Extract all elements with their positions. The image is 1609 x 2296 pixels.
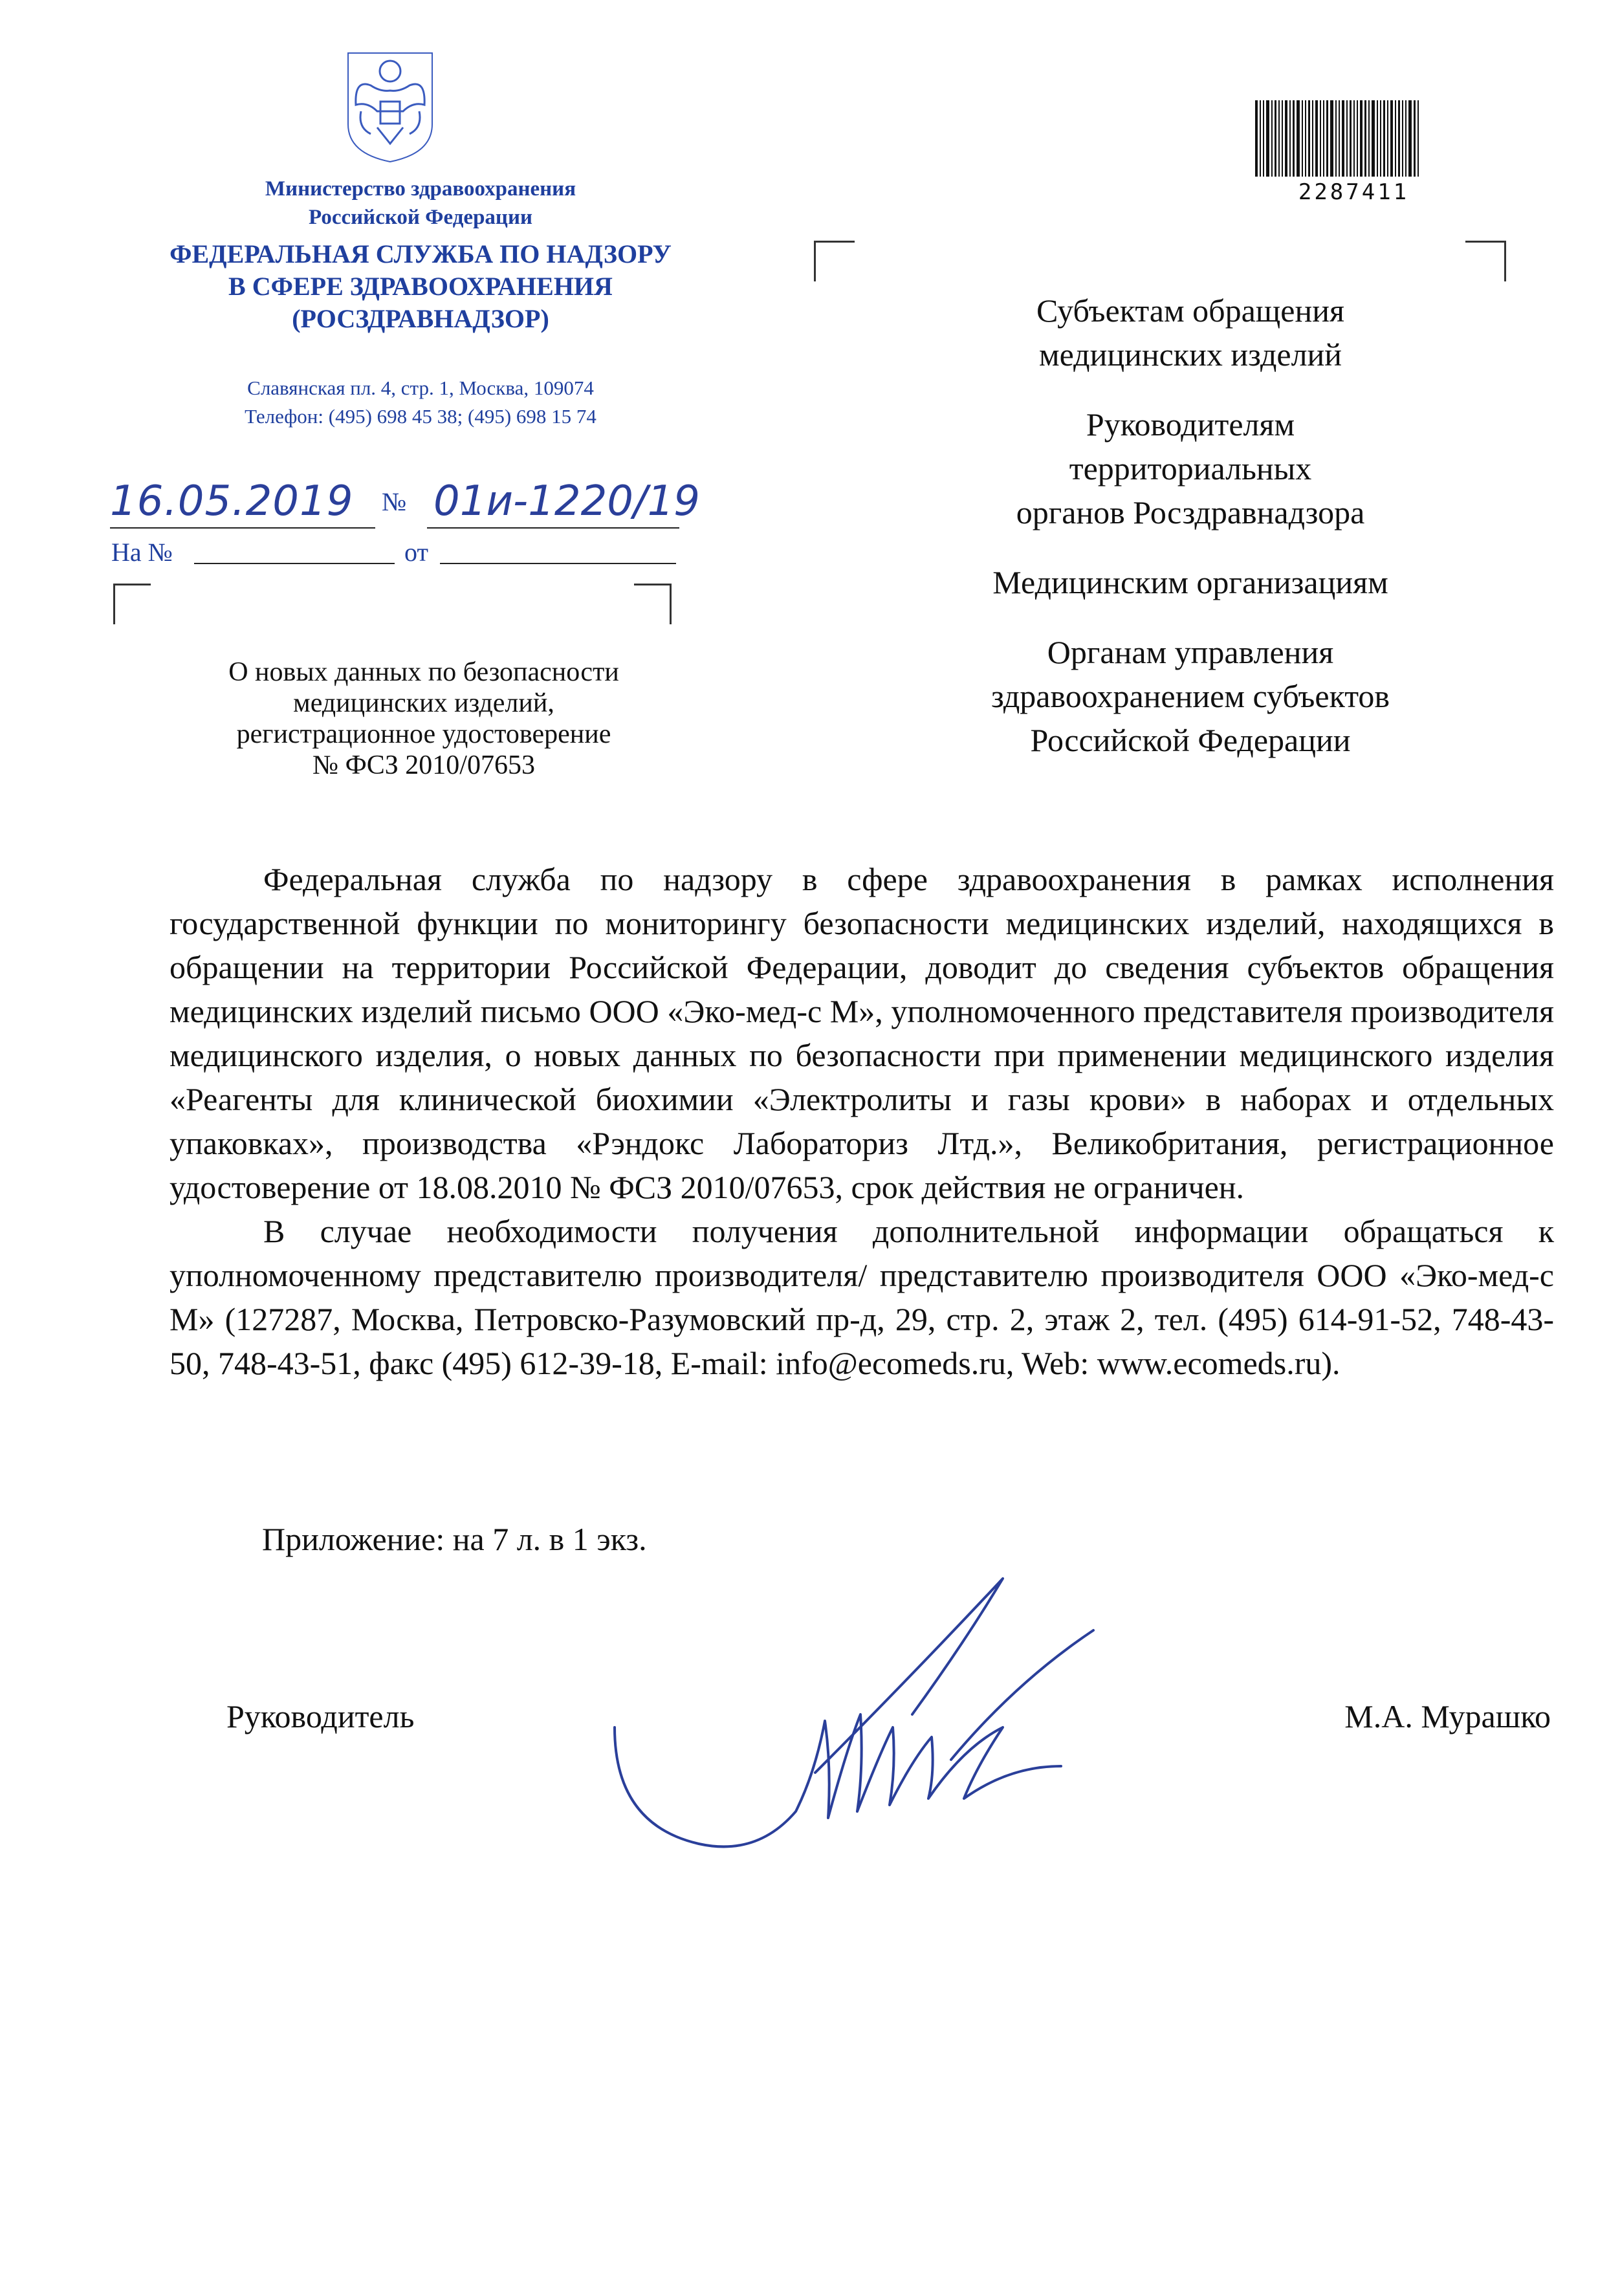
recipient-line: Руководителям: [1086, 406, 1295, 443]
service-line-3: (РОСЗДРАВНАДЗОР): [292, 304, 549, 333]
barcode-bar: [1357, 100, 1358, 177]
barcode-bar: [1305, 100, 1306, 177]
subject-line: регистрационное удостоверение: [236, 719, 611, 749]
barcode-bars: [1255, 100, 1452, 177]
service-name: [78, 238, 763, 335]
barcode-bar: [1353, 100, 1355, 177]
subject-line: медицинских изделий,: [293, 688, 554, 718]
barcode-bar: [1350, 100, 1352, 177]
recipient-line: территориальных: [1069, 450, 1312, 487]
recipient-line: Субъектам обращения: [1036, 292, 1344, 329]
barcode-bar: [1263, 100, 1264, 177]
barcode-bar: [1380, 100, 1381, 177]
barcode-bar: [1387, 100, 1388, 177]
ministry-line-1: Министерство здравоохранения: [265, 177, 576, 201]
barcode-bar: [1390, 100, 1393, 177]
recipient-corner-left: [814, 241, 855, 281]
address-line: Славянская пл. 4, стр. 1, Москва, 109074: [247, 377, 594, 399]
barcode-bar: [1285, 100, 1287, 177]
reference-underline: [194, 563, 395, 564]
barcode-bar: [1414, 100, 1416, 177]
handwritten-signature: [602, 1553, 1119, 1889]
barcode-bar: [1339, 100, 1340, 177]
signer-role: Руководитель: [226, 1698, 415, 1734]
barcode-bar: [1275, 100, 1276, 177]
barcode-bar: [1377, 100, 1378, 177]
barcode-bar: [1271, 100, 1273, 177]
barcode-bar: [1289, 100, 1291, 177]
ministry-name: [97, 175, 744, 232]
reference-label: На №: [111, 538, 173, 567]
subject-corner-left: [113, 584, 151, 624]
recipient-item: [893, 630, 1488, 762]
barcode-bar: [1260, 100, 1261, 177]
barcode-bar: [1278, 100, 1280, 177]
barcode: [1255, 100, 1452, 205]
barcode-bar: [1408, 100, 1412, 177]
barcode-bar: [1326, 100, 1328, 177]
phone-line: Телефон: (495) 698 45 38; (495) 698 15 74: [245, 405, 597, 428]
reference-date-underline: [440, 563, 676, 564]
barcode-bar: [1402, 100, 1403, 177]
number-underline: [427, 527, 679, 529]
service-address: [97, 374, 744, 431]
barcode-bar: [1368, 100, 1370, 177]
subject-line: № ФСЗ 2010/07653: [312, 750, 535, 780]
recipient-line: Органам управления: [1047, 634, 1334, 670]
reference-from-label: от: [404, 538, 428, 567]
recipient-item: [893, 560, 1488, 604]
barcode-number: 2287411: [1298, 179, 1410, 205]
barcode-bar: [1255, 100, 1258, 177]
barcode-bar: [1266, 100, 1269, 177]
body-paragraph-1: Федеральная служба по надзору в сфере здравоохранения в рамках исполнения государственной функции по мониторингу безопасности медицинских изделий, находящихся в обращении на территории Российской Федерации, доводит до сведения субъектов обращения медицинских изделий письмо ООО «Эко-мед-с М», уполномоченного представителя производителя медицинского изделия, о новых данных по безопасности при применении медицинского изделия «Реагенты для клинической биохимии «Электролиты и газы крови» в наборах и отдельных упаковках», производства «Рэндокс Лабораториз Лтд.», Великобритания, регистрационное удостоверение от 18.08.2010 № ФСЗ 2010/07653, срок действия не ограничен.: [170, 861, 1554, 1205]
barcode-bar: [1405, 100, 1407, 177]
subject-corner-right: [634, 584, 672, 624]
barcode-bar: [1297, 100, 1300, 177]
barcode-bar: [1320, 100, 1321, 177]
barcode-bar: [1383, 100, 1385, 177]
barcode-bar: [1360, 100, 1363, 177]
recipient-line: медицинских изделий: [1038, 336, 1342, 373]
ministry-line-2: Российской Федерации: [309, 206, 532, 229]
date-underline: [110, 527, 375, 529]
signer-name: М.А. Мурашко: [1344, 1698, 1551, 1734]
barcode-bar: [1364, 100, 1366, 177]
service-line-1: ФЕДЕРАЛЬНАЯ СЛУЖБА ПО НАДЗОРУ: [170, 239, 672, 268]
service-line-2: В СФЕРЕ ЗДРАВООХРАНЕНИЯ: [228, 272, 613, 301]
barcode-bar: [1293, 100, 1295, 177]
registration-number: 01и-1220/19: [433, 477, 700, 525]
barcode-bar: [1398, 100, 1400, 177]
recipient-item: [893, 402, 1488, 534]
barcode-bar: [1308, 100, 1310, 177]
letter-body: [170, 857, 1554, 1385]
recipient-corner-right: [1465, 241, 1506, 281]
barcode-bar: [1346, 100, 1348, 177]
recipient-line: Российской Федерации: [1030, 722, 1351, 758]
recipients-block: [893, 289, 1488, 788]
recipient-item: [893, 289, 1488, 377]
barcode-bar: [1302, 100, 1303, 177]
barcode-bar: [1342, 100, 1344, 177]
barcode-bar: [1315, 100, 1318, 177]
subject-line: О новых данных по безопасности: [228, 657, 619, 687]
barcode-bar: [1323, 100, 1324, 177]
attachment-note: Приложение: на 7 л. в 1 экз.: [262, 1521, 647, 1557]
registration-number-label: №: [382, 487, 407, 516]
barcode-bar: [1312, 100, 1313, 177]
barcode-bar: [1395, 100, 1396, 177]
recipient-line: Медицинским организациям: [992, 564, 1388, 600]
coat-of-arms-icon: [342, 40, 439, 163]
recipient-line: здравоохранением субъектов: [991, 678, 1390, 714]
barcode-bar: [1330, 100, 1333, 177]
subject-block: [149, 657, 699, 781]
barcode-bar: [1372, 100, 1375, 177]
barcode-bar: [1417, 100, 1419, 177]
recipient-line: органов Росздравнадзора: [1016, 494, 1365, 530]
registration-date: 16.05.2019: [110, 477, 354, 525]
body-paragraph-2: В случае необходимости получения дополнительной информации обращаться к уполномоченному представителю производителя/ представителю производителя ООО «Эко-мед-с М» (127287, Москва, Петровско-Разумовский пр-д, 29, стр. 2, этаж 2, тел. (495) 614-91-52, 748-43-50, 748-43-51, факс (495) 612-39-18, E-mail: info@ecomeds.ru, Web: www.ecomeds.ru).: [170, 1213, 1554, 1381]
barcode-bar: [1282, 100, 1283, 177]
barcode-bar: [1335, 100, 1337, 177]
